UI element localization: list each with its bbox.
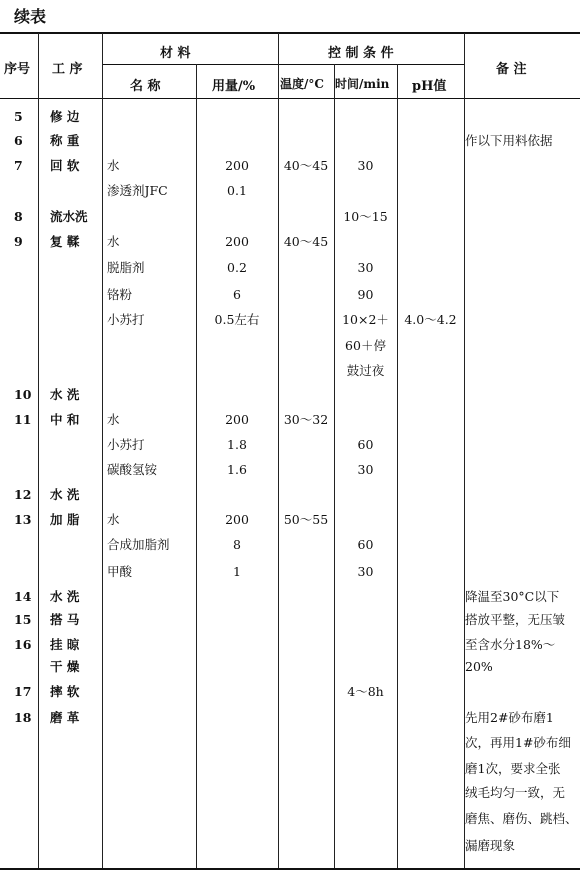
cell-seq: 16 [14,637,32,652]
cell-seq: 18 [14,710,32,725]
cell-material-name: 碳酸氢铵 [107,462,158,477]
cell-amount: 8 [233,537,241,552]
cell-process: 水 洗 [50,487,80,502]
cell-amount: 200 [225,512,249,527]
cell-time: 30 [357,462,374,477]
cell-time: 60 [357,537,374,552]
cell-remark: 磨1次，要求全张 [465,761,561,776]
header-ph: pH值 [412,79,447,94]
cell-seq: 13 [14,512,32,527]
header-seq: 序号 [4,62,31,77]
cell-process: 称 重 [50,133,80,148]
cell-seq: 7 [14,158,23,173]
header-bottom-rule [0,98,580,99]
header-amount: 用量/% [212,79,256,94]
cell-amount: 0.1 [227,183,247,198]
cell-seq: 15 [14,612,32,627]
cell-time: 60 [357,437,374,452]
cell-seq: 8 [14,209,23,224]
cell-process: 摔 软 [50,684,80,699]
cell-seq: 9 [14,234,23,249]
top-rule [0,32,580,34]
cell-process: 回 软 [50,158,80,173]
cell-temperature: 40～45 [283,158,329,173]
cell-temperature: 50～55 [283,512,329,527]
cell-seq: 6 [14,133,23,148]
cell-remark: 降温至30°C以下 [465,589,560,604]
cell-time: 90 [357,287,374,302]
cell-process: 流水洗 [50,209,88,224]
header-temp: 温度/°C [280,77,324,91]
cell-process: 水 洗 [50,387,80,402]
cell-material-name: 水 [107,412,120,427]
header-process: 工 序 [52,62,83,77]
cell-material-name: 水 [107,512,120,527]
cell-remark: 绒毛均匀一致，无 [465,785,566,800]
col-divider [397,64,398,868]
header-mid-rule [102,64,464,65]
header-name: 名 称 [130,79,161,94]
cell-amount: 1 [233,564,241,579]
cell-amount: 0.5左右 [214,312,260,327]
cell-remark: 20% [465,659,493,674]
cell-process: 干 燥 [50,659,80,674]
cell-seq: 17 [14,684,32,699]
cell-amount: 200 [225,412,249,427]
cell-amount: 6 [233,287,241,302]
cell-seq: 12 [14,487,32,502]
cell-process: 磨 革 [50,710,80,725]
cell-remark: 至含水分18%～ [465,637,556,652]
cell-seq: 5 [14,109,23,124]
cell-amount: 1.6 [227,462,247,477]
cell-time: 鼓过夜 [346,363,385,378]
cell-material-name: 脱脂剂 [107,260,145,275]
cell-material-name: 水 [107,158,120,173]
cell-time: 60＋停 [345,338,386,353]
header-control: 控 制 条 件 [328,46,394,61]
cell-amount: 1.8 [227,437,247,452]
col-divider [38,33,39,868]
cell-material-name: 合成加脂剂 [107,537,170,552]
cell-time: 30 [357,158,374,173]
cell-amount: 200 [225,234,249,249]
table-caption: 续表 [14,7,47,26]
cell-time: 30 [357,260,374,275]
cell-time: 4～8h [347,684,384,699]
cell-remark: 漏磨现象 [465,838,516,853]
cell-time: 10～15 [343,209,388,224]
cell-seq: 14 [14,589,32,604]
cell-process: 修 边 [50,109,80,124]
header-remark: 备 注 [496,62,527,77]
cell-material-name: 小苏打 [107,437,145,452]
header-materials: 材 料 [160,46,191,61]
cell-process: 水 洗 [50,589,80,604]
cell-remark: 次，再用1#砂布细 [465,735,571,750]
cell-material-name: 铬粉 [107,287,133,302]
cell-seq: 11 [14,412,32,427]
cell-process: 搭 马 [50,612,80,627]
cell-material-name: 小苏打 [107,312,145,327]
cell-remark: 搭放平整，无压皱 [465,612,566,627]
cell-process: 加 脂 [50,512,80,527]
cell-remark: 磨焦、磨伤、跳档、 [465,811,578,826]
cell-material-name: 甲酸 [107,564,133,579]
col-divider [102,33,103,868]
cell-remark: 作以下用料依据 [465,133,553,148]
cell-amount: 0.2 [227,260,247,275]
cell-time: 30 [357,564,374,579]
cell-seq: 10 [14,387,32,402]
cell-process: 中 和 [50,412,80,427]
header-time: 时间/min [335,77,390,91]
cell-amount: 200 [225,158,249,173]
cell-process: 复 鞣 [50,234,80,249]
cell-remark: 先用2#砂布磨1 [465,710,554,725]
cell-temperature: 30～32 [283,412,329,427]
cell-ph: 4.0～4.2 [404,312,457,327]
cell-time: 10×2＋ [342,312,389,327]
cell-temperature: 40～45 [283,234,329,249]
cell-material-name: 水 [107,234,120,249]
bottom-rule [0,868,580,870]
cell-material-name: 渗透剂JFC [107,183,168,198]
cell-process: 挂 晾 [50,637,80,652]
